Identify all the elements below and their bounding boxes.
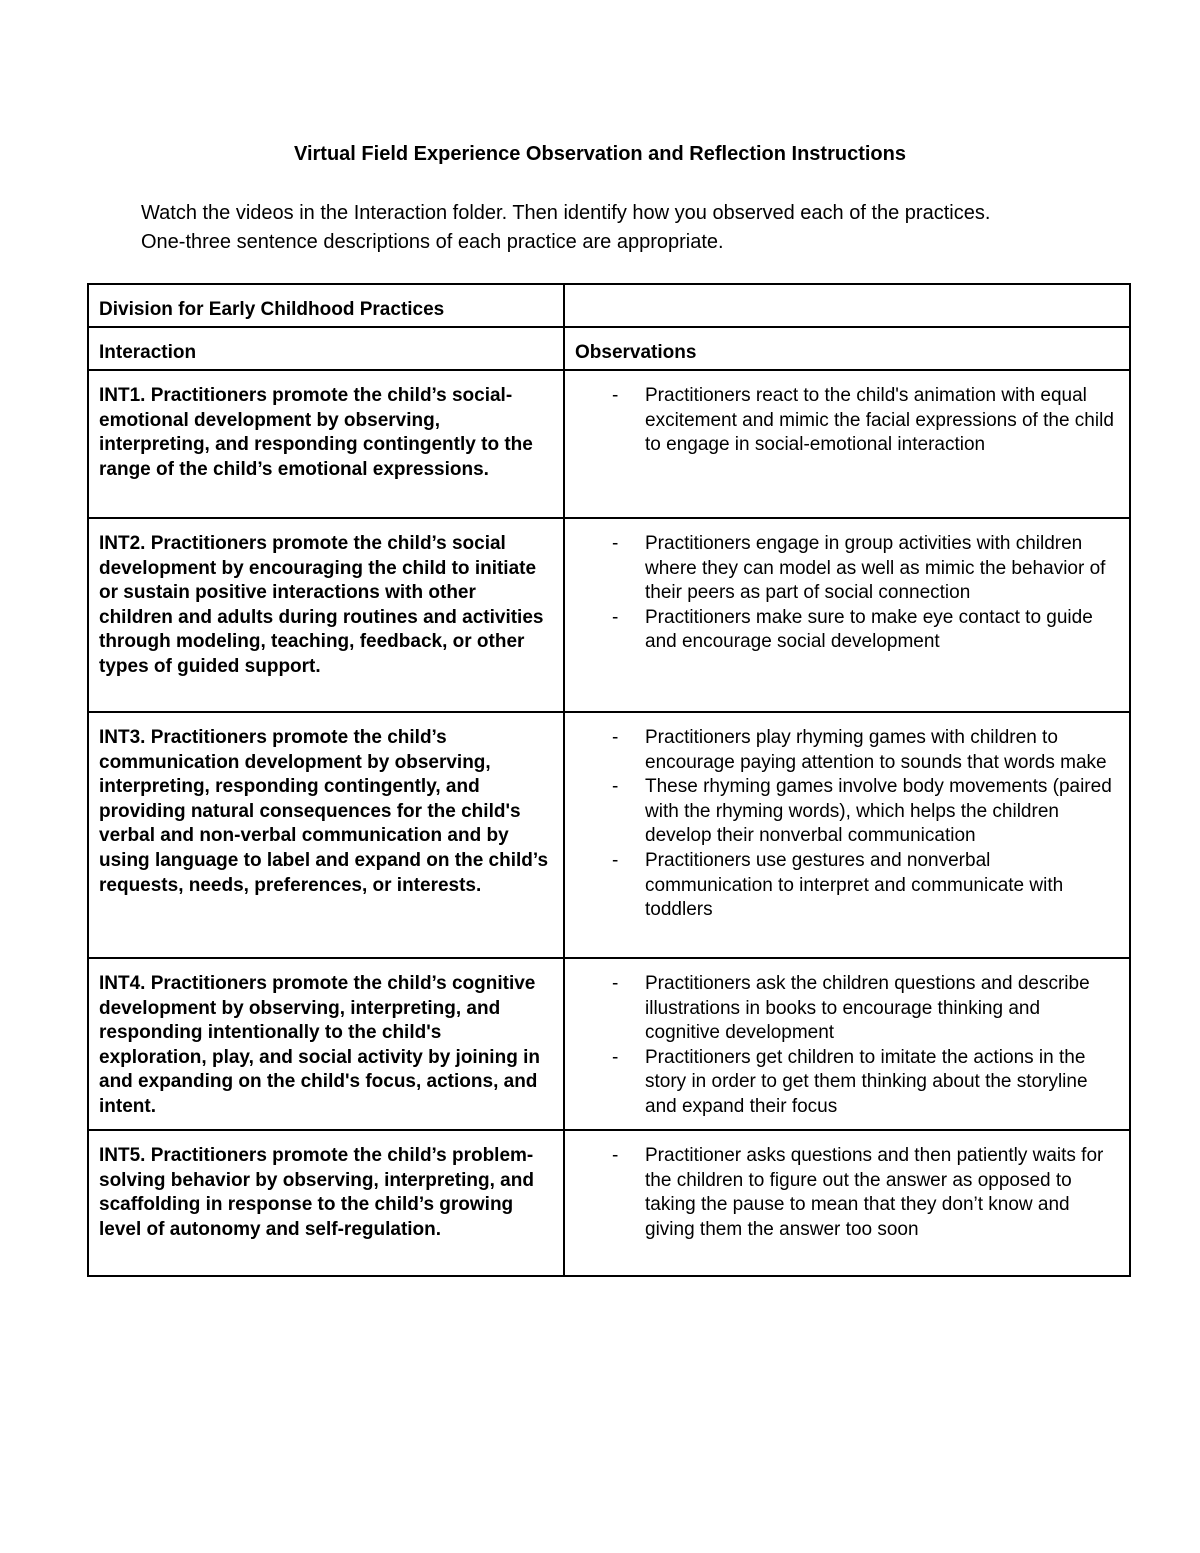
observation-list [575,532,1119,655]
observations-cell [564,1130,1130,1276]
observations-cell [564,370,1130,518]
header-cell-empty [564,284,1130,327]
table-row [88,518,1130,712]
observation-item: - Practitioners use gestures and nonverbal communication to interpret and communicate with toddlers [645,849,1119,923]
table-row [88,958,1130,1130]
instruction-line: Watch the videos in the Interaction folder. Then identify how you observed each of the practices. [141,202,991,224]
observation-item: - Practitioners engage in group activities with children where they can model as well as mimic the behavior of their peers as part of social connection [645,532,1119,606]
observation-item: - Practitioners make sure to make eye contact to guide and encourage social development [645,606,1119,655]
practice-cell: INT1. Practitioners promote the child’s social-emotional development by observing, interpreting, and responding contingently to the range of the child’s emotional expressions. [88,370,564,518]
table-row [88,1130,1130,1276]
table-header-row [88,284,1130,327]
column-header-observations: Observations [564,327,1130,370]
practice-cell: INT5. Practitioners promote the child’s problem-solving behavior by observing, interpreting, and scaffolding in response to the child’s growing level of autonomy and self-regulation. [88,1130,564,1276]
observation-list [575,384,1119,458]
observations-cell [564,518,1130,712]
header-cell-division: Division for Early Childhood Practices [88,284,564,327]
observation-item: - Practitioners get children to imitate the actions in the story in order to get them thinking about the storyline and expand their focus [645,1046,1119,1120]
table-column-row [88,327,1130,370]
observation-list [575,726,1119,923]
observation-item: - Practitioners ask the children questions and describe illustrations in books to encourage thinking and cognitive development [645,972,1119,1046]
observations-cell [564,712,1130,958]
observation-item: - Practitioners play rhyming games with children to encourage paying attention to sounds that words make [645,726,1119,775]
table-row [88,712,1130,958]
practice-cell: INT2. Practitioners promote the child’s social development by encouraging the child to initiate or sustain positive interactions with other children and adults during routines and activities through modeling, teaching, feedback, or other types of guided support. [88,518,564,712]
observations-cell [564,958,1130,1130]
instruction-line: One-three sentence descriptions of each practice are appropriate. [141,231,724,253]
practices-table [87,283,1131,1277]
column-header-interaction: Interaction [88,327,564,370]
observation-list [575,1144,1119,1242]
observation-item: - Practitioners react to the child's animation with equal excitement and mimic the facial expressions of the child to engage in social-emotional interaction [645,384,1119,458]
observation-list [575,972,1119,1120]
instructions [141,199,1141,257]
observation-item: - These rhyming games involve body movements (paired with the rhyming words), which helps the children develop their nonverbal communication [645,775,1119,849]
observation-item: - Practitioner asks questions and then patiently waits for the children to figure out the answer as opposed to taking the pause to mean that they don’t know and giving them the answer too soon [645,1144,1119,1242]
practice-cell: INT4. Practitioners promote the child’s cognitive development by observing, interpreting, and responding intentionally to the child's exploration, play, and social activity by joining in and expanding on the child's focus, actions, and intent. [88,958,564,1130]
practice-cell: INT3. Practitioners promote the child’s communication development by observing, interpreting, responding contingently, and providing natural consequences for the child's verbal and non-verbal communication and by using language to label and expand on the child’s requests, needs, preferences, or interests. [88,712,564,958]
page-title: Virtual Field Experience Observation and Reflection Instructions [293,143,906,165]
table-row [88,370,1130,518]
